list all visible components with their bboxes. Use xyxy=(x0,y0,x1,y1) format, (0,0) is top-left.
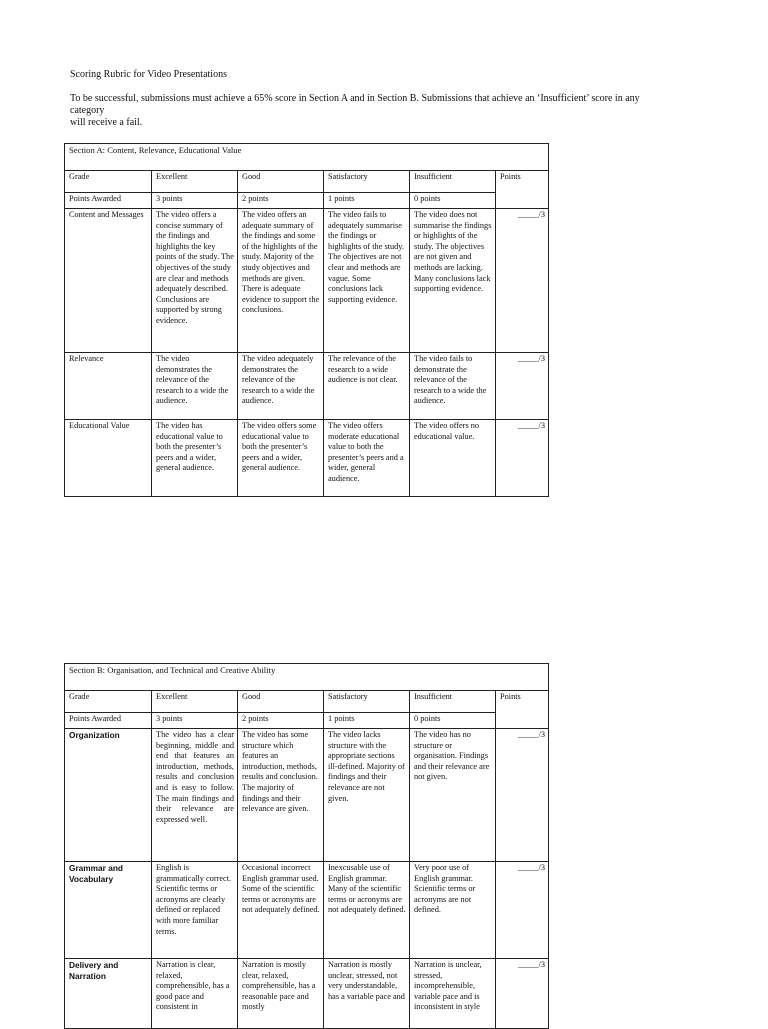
header-excellent: Excellent xyxy=(152,171,238,193)
cell-insufficient: The video fails to demonstrate the relevance of the research to a wide the audience. xyxy=(410,353,496,420)
intro-line-3: will receive a fail. xyxy=(70,117,143,128)
header-satisfactory: Satisfactory xyxy=(324,171,410,193)
points-awarded-label: Points Awarded xyxy=(65,713,152,729)
header-insufficient: Insufficient xyxy=(410,171,496,193)
cell-excellent: The video offers a concise summary of the findings and highlights the key points of the study. The objectives of the study are clear and methods adequately described. Conclusions are supported by strong evidence. xyxy=(152,209,238,353)
points-good: 2 points xyxy=(238,713,324,729)
points-field: _____/3 xyxy=(496,959,549,1029)
points-excellent: 3 points xyxy=(152,713,238,729)
points-field: _____/3 xyxy=(496,420,549,497)
cell-insufficient: Very poor use of English grammar. Scientific terms or acronyms are not defined. xyxy=(410,862,496,959)
points-excellent: 3 points xyxy=(152,193,238,209)
section-b-title: Section B: Organisation, and Technical and Creative Ability xyxy=(65,664,549,691)
section-a-header-row xyxy=(65,171,549,193)
points-awarded-label: Points Awarded xyxy=(65,193,152,209)
cell-good: The video offers an adequate summary of the findings and some of the highlights of the study. Majority of the study objectives and methods are given. There is adequate evidence to support the conclusions. xyxy=(238,209,324,353)
intro-paragraph xyxy=(70,93,680,129)
table-row xyxy=(65,729,549,862)
points-field: _____/3 xyxy=(496,353,549,420)
cell-insufficient: The video offers no educational value. xyxy=(410,420,496,497)
table-row xyxy=(65,353,549,420)
table-row xyxy=(65,420,549,497)
document-title: Scoring Rubric for Video Presentations xyxy=(70,69,227,80)
criterion-relevance: Relevance xyxy=(65,353,152,420)
table-row xyxy=(65,959,549,1029)
header-good: Good xyxy=(238,171,324,193)
cell-good: The video offers some educational value to both the presenter’s peers and a wider, general audience. xyxy=(238,420,324,497)
section-b-table xyxy=(64,663,549,1029)
cell-satisfactory: The relevance of the research to a wide audience is not clear. xyxy=(324,353,410,420)
points-satisfactory: 1 points xyxy=(324,193,410,209)
criterion-content-messages: Content and Messages xyxy=(65,209,152,353)
cell-excellent: The video demonstrates the relevance of the research to a wide the audience. xyxy=(152,353,238,420)
points-field: _____/3 xyxy=(496,729,549,862)
header-points: Points xyxy=(496,171,549,209)
section-a-table xyxy=(64,143,549,497)
points-insufficient: 0 points xyxy=(410,713,496,729)
header-points: Points xyxy=(496,691,549,729)
cell-good: The video has some structure which features an introduction, methods, results and conclusion. The majority of findings and their relevance are given. xyxy=(238,729,324,862)
cell-excellent: Narration is clear, relaxed, comprehensible, has a good pace and consistent in xyxy=(152,959,238,1029)
cell-good: Occasional incorrect English grammar used. Some of the scientific terms or acronyms are not adequately defined. xyxy=(238,862,324,959)
points-insufficient: 0 points xyxy=(410,193,496,209)
section-a-points-row xyxy=(65,193,549,209)
criterion-educational-value: Educational Value xyxy=(65,420,152,497)
cell-good: Narration is mostly clear, relaxed, comprehensible, has a reasonable pace and mostly xyxy=(238,959,324,1029)
cell-excellent: English is grammatically correct. Scientific terms or acronyms are clearly defined or replaced with more familiar terms. xyxy=(152,862,238,959)
header-satisfactory: Satisfactory xyxy=(324,691,410,713)
table-row xyxy=(65,862,549,959)
cell-insufficient: The video has no structure or organisation. Findings and their relevance are not given. xyxy=(410,729,496,862)
cell-satisfactory: The video fails to adequately summarise the findings or highlights of the study. The objectives are not clear and methods are vague. Some conclusions lack supporting evidence. xyxy=(324,209,410,353)
header-grade: Grade xyxy=(65,691,152,713)
header-grade: Grade xyxy=(65,171,152,193)
cell-excellent: The video has a clear beginning, middle and end that features an introduction, methods, results and conclusion and is easy to follow. The main findings and their relevance are expressed well. xyxy=(152,729,238,862)
criterion-organization: Organization xyxy=(65,729,152,862)
points-field: _____/3 xyxy=(496,862,549,959)
points-field: _____/3 xyxy=(496,209,549,353)
criterion-grammar-vocabulary: Grammar and Vocabulary xyxy=(65,862,152,959)
intro-line-1: To be successful, submissions must achieve a 65% score in Section A and in Section B. Submissions that achieve an ‘Insufficient’ score in any xyxy=(70,93,640,104)
cell-excellent: The video has educational value to both the presenter’s peers and a wider, general audience. xyxy=(152,420,238,497)
header-excellent: Excellent xyxy=(152,691,238,713)
cell-good: The video adequately demonstrates the relevance of the research to a wide the audience. xyxy=(238,353,324,420)
intro-line-2: category xyxy=(70,105,105,116)
criterion-delivery-narration: Delivery and Narration xyxy=(65,959,152,1029)
points-satisfactory: 1 points xyxy=(324,713,410,729)
cell-satisfactory: The video offers moderate educational value to both the presenter’s peers and a wider, general audience. xyxy=(324,420,410,497)
table-row xyxy=(65,209,549,353)
cell-satisfactory: The video lacks structure with the appropriate sections ill-defined. Majority of findings and their relevance are not given. xyxy=(324,729,410,862)
cell-satisfactory: Inexcusable use of English grammar. Many of the scientific terms or acronyms are not adequately defined. xyxy=(324,862,410,959)
section-a-title: Section A: Content, Relevance, Educational Value xyxy=(65,144,549,171)
points-good: 2 points xyxy=(238,193,324,209)
cell-insufficient: The video does not summarise the findings or highlights of the study. The objectives are not given and methods are lacking. Many conclusions lack supporting evidence. xyxy=(410,209,496,353)
section-b-header-row xyxy=(65,691,549,713)
header-good: Good xyxy=(238,691,324,713)
section-b-points-row xyxy=(65,713,549,729)
cell-insufficient: Narration is unclear, stressed, incomprehensible, variable pace and is inconsistent in style xyxy=(410,959,496,1029)
cell-satisfactory: Narration is mostly unclear, stressed, not very understandable, has a variable pace and xyxy=(324,959,410,1029)
header-insufficient: Insufficient xyxy=(410,691,496,713)
